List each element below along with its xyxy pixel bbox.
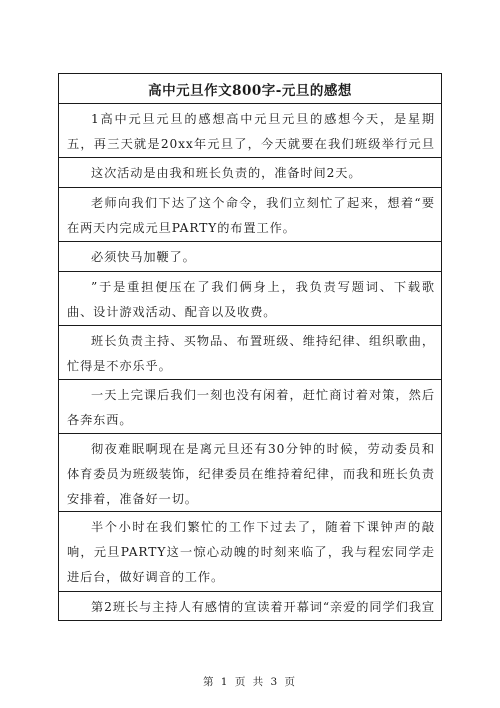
paragraph: 必须快马加鞭了。 <box>59 242 441 272</box>
title-row <box>59 74 441 104</box>
paragraph: 老师向我们下达了这个命令，我们立刻忙了起来，想着“要在两天内完成元旦PARTY的布置工作。 <box>59 188 441 242</box>
document-title: 高中元旦作文800字-元旦的感想 <box>148 82 352 99</box>
page-number: 第 1 页 共 3 页 <box>202 676 298 688</box>
paragraph: ”于是重担便压在了我们俩身上，我负责写题词、下载歌曲、设计游戏活动、配音以及收费。 <box>59 272 441 326</box>
paragraph: 1高中元旦元旦的感想高中元旦元旦的感想今天，是星期五，再三天就是20xx年元旦了，今天就要在我们班级举行元旦 <box>59 104 441 158</box>
paragraph: 彻夜难眠啊现在是离元旦还有30分钟的时候，劳动委员和体育委员为班级装饰，纪律委员在维持着纪律，而我和班长负责安排着，准备好一切。 <box>59 434 441 512</box>
paragraph: 这次活动是由我和班长负责的，准备时间2天。 <box>59 158 441 188</box>
document-table <box>58 73 442 621</box>
paragraph: 一天上完课后我们一刻也没有闲着，赶忙商讨着对策，然后各奔东西。 <box>59 380 441 434</box>
paragraph: 班长负责主持、买物品、布置班级、维持纪律、组织歌曲，忙得是不亦乐乎。 <box>59 326 441 380</box>
paragraph: 第2班长与主持人有感情的宣读着开幕词“亲爱的同学们我宣 <box>91 600 435 614</box>
paragraph: 半个小时在我们繁忙的工作下过去了，随着下课钟声的敲响，元旦PARTY这一惊心动魄的时刻来临了，我与程宏同学走进后台，做好调音的工作。 <box>59 512 441 592</box>
